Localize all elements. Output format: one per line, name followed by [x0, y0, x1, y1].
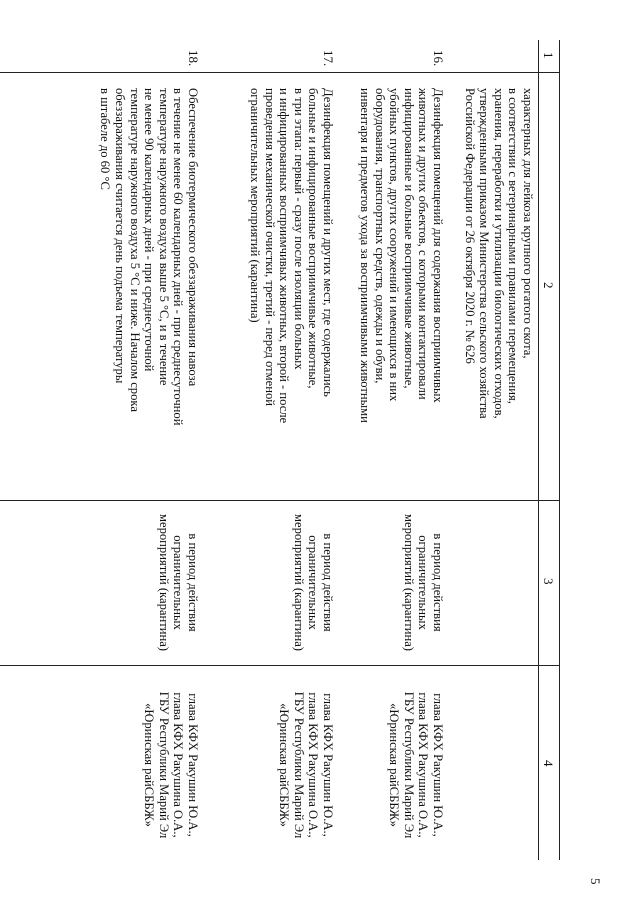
row-number-16: 16.	[431, 50, 446, 67]
text-line: утвержденными приказом Министерства сельского хозяйства	[477, 88, 492, 419]
row-17-measure	[247, 88, 335, 488]
row-16-measure	[357, 88, 445, 488]
text-line: проведения механической очистки, третий - перед отменой	[262, 88, 277, 407]
row-number-18: 18.	[186, 50, 201, 67]
text-line: ГБУ Республики Марий Эл	[156, 691, 171, 839]
text-line: Дезинфекция помещений для содержания восприимчивых	[431, 88, 445, 403]
text-line: «Юринская райСББЖ»	[142, 703, 157, 827]
text-line: не менее 90 календарных дней - при среднесуточной	[142, 88, 157, 372]
text-line: и инфицированных восприимчивых животных, второй - после	[277, 88, 292, 424]
column-number-3: 3	[541, 578, 556, 585]
text-line: Дезинфекция помещений и других мест, где содержались	[321, 88, 335, 397]
text-line: характерных для лейкоза крупного рогатого скота,	[521, 88, 535, 359]
text-line: ограничительных мероприятий (карантина)	[248, 88, 263, 323]
text-line: Обеспечение биотермического обеззараживания навоза	[186, 88, 200, 387]
table-border-top	[559, 40, 560, 860]
text-line: «Юринская райСББЖ»	[387, 703, 402, 827]
table-header-divider	[538, 40, 539, 860]
page-number: 5	[588, 878, 603, 885]
text-line: «Юринская райСББЖ»	[277, 703, 292, 827]
text-line: инфицированные и больные восприимчивые животные,	[401, 88, 416, 389]
text-line: температуре наружного воздуха выше 5 °С, и в течение	[156, 88, 171, 386]
column-divider-3	[0, 665, 560, 666]
text-line: в штабеле до 60 °С	[98, 88, 113, 190]
text-line: температуре наружного воздуха 5 °С и ниже. Началом срока	[127, 88, 142, 412]
text-line: оборудования, транспортных средств, одежды и обуви,	[372, 88, 387, 384]
text-line: глава КФХ Ракушин Ю.А.,	[186, 693, 200, 837]
text-line: глава КФХ Ракушина О.А.,	[171, 692, 186, 838]
column-divider-1	[0, 72, 560, 73]
text-line: в период действия	[321, 533, 335, 632]
text-line: Российской Федерации от 26 октября 2020 г. № 626	[462, 88, 477, 364]
column-number-1: 1	[541, 52, 556, 59]
text-line: ограничительных	[416, 535, 431, 630]
text-line: ГБУ Республики Марий Эл	[401, 691, 416, 839]
text-line: животных и других объектов, с которыми контактировали	[416, 88, 431, 400]
column-divider-2	[0, 500, 560, 501]
row-number-17: 17.	[321, 50, 336, 67]
text-line: глава КФХ Ракушина О.А.,	[306, 692, 321, 838]
row-16-responsible	[387, 670, 445, 860]
row-17-responsible	[277, 670, 335, 860]
row-18-period	[156, 505, 200, 660]
row-18-measure	[98, 88, 200, 488]
text-line: мероприятий (карантина)	[401, 514, 416, 651]
row-16-period	[401, 505, 445, 660]
continuation-text	[462, 88, 535, 488]
text-line: инвентаря и предметов ухода за восприимчивыми животными	[358, 88, 373, 423]
column-number-2: 2	[541, 282, 556, 289]
text-line: хранения, переработки и утилизации биологических отходов,	[491, 88, 506, 419]
column-number-4: 4	[541, 760, 556, 767]
text-line: ГБУ Республики Марий Эл	[291, 691, 306, 839]
text-line: в три этапа: первый - сразу после изоляции больных	[291, 88, 306, 370]
text-line: обеззараживания считается день подъема температуры	[113, 88, 128, 384]
text-line: мероприятий (карантина)	[156, 514, 171, 651]
text-line: ограничительных	[171, 535, 186, 630]
row-18-responsible	[142, 670, 200, 860]
text-line: глава КФХ Ракушина О.А.,	[416, 692, 431, 838]
text-line: убойных пунктов, других сооружений и имеющихся в них	[387, 88, 402, 402]
text-line: в период действия	[186, 533, 200, 632]
text-line: больные и инфицированные восприимчивые животные,	[306, 88, 321, 389]
text-line: в период действия	[431, 533, 445, 632]
text-line: мероприятий (карантина)	[291, 514, 306, 651]
row-17-period	[291, 505, 335, 660]
text-line: глава КФХ Ракушин Ю.А.,	[431, 693, 445, 837]
text-line: в течение не менее 60 календарных дней - при среднесуточной	[171, 88, 186, 426]
text-line: глава КФХ Ракушин Ю.А.,	[321, 693, 335, 837]
text-line: в соответствии с ветеринарными правилами перемещения,	[506, 88, 521, 404]
text-line: ограничительных	[306, 535, 321, 630]
